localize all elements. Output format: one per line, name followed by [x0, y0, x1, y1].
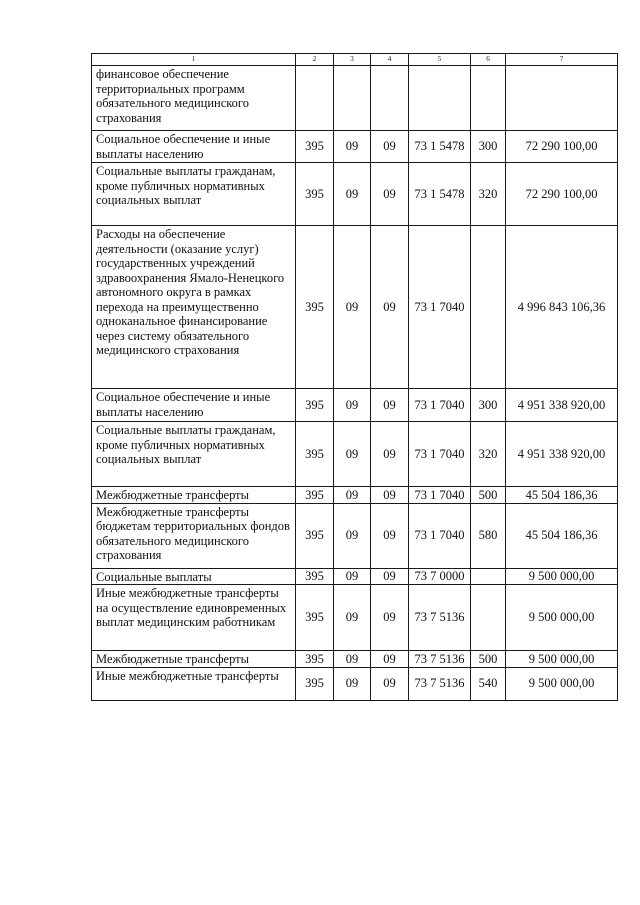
table-row — [92, 568, 618, 585]
cell-subsection: 09 — [371, 503, 409, 568]
column-header-5: 5 — [409, 54, 471, 66]
cell-subsection: 09 — [371, 226, 409, 389]
cell-subsection: 09 — [371, 568, 409, 585]
table-row — [92, 667, 618, 700]
row-name: Социальные выплаты гражданам, кроме публичных нормативных социальных выплат — [92, 163, 296, 226]
cell-subsection: 09 — [371, 163, 409, 226]
cell-amount: 45 504 186,36 — [506, 503, 618, 568]
cell-amount: 72 290 100,00 — [506, 163, 618, 226]
cell-amount: 9 500 000,00 — [506, 651, 618, 668]
table-row — [92, 226, 618, 389]
row-name: Расходы на обеспечение деятельности (оказание услуг) государственных учреждений здравоохранения Ямало-Ненецкого автономного округа в рамках перехода на преимущественно одноканальное финансирование через систему обязательного медицинского страхования — [92, 226, 296, 389]
row-name: Социальное обеспечение и иные выплаты населению — [92, 131, 296, 163]
cell-subsection: 09 — [371, 422, 409, 487]
table-row — [92, 503, 618, 568]
header-row — [92, 54, 618, 66]
cell-code: 395 — [296, 131, 334, 163]
cell-section: 09 — [334, 667, 371, 700]
cell-target-article: 73 7 5136 — [409, 585, 471, 651]
cell-code: 395 — [296, 585, 334, 651]
cell-code: 395 — [296, 568, 334, 585]
row-name: Иные межбюджетные трансферты на осуществление единовременных выплат медицинским работникам — [92, 585, 296, 651]
table-row — [92, 163, 618, 226]
cell-expense-type: 300 — [471, 131, 506, 163]
cell-section: 09 — [334, 651, 371, 668]
cell-expense-type: 320 — [471, 163, 506, 226]
cell-code: 395 — [296, 422, 334, 487]
cell-target-article: 73 7 5136 — [409, 651, 471, 668]
cell-target-article: 73 1 5478 — [409, 131, 471, 163]
cell-expense-type: 500 — [471, 651, 506, 668]
row-name: финансовое обеспечение территориальных программ обязательного медицинского страхования — [92, 66, 296, 131]
cell-expense-type: 300 — [471, 389, 506, 422]
cell-subsection: 09 — [371, 487, 409, 504]
row-name: Социальное обеспечение и иные выплаты населению — [92, 389, 296, 422]
cell-target-article: 73 7 5136 — [409, 667, 471, 700]
cell-code: 395 — [296, 503, 334, 568]
cell-subsection: 09 — [371, 667, 409, 700]
cell-target-article: 73 7 0000 — [409, 568, 471, 585]
table-row — [92, 389, 618, 422]
cell-section: 09 — [334, 487, 371, 504]
cell-code: 395 — [296, 389, 334, 422]
table-row — [92, 66, 618, 131]
cell-expense-type: 500 — [471, 487, 506, 504]
cell-code: 395 — [296, 651, 334, 668]
cell-amount: 9 500 000,00 — [506, 568, 618, 585]
table-row — [92, 131, 618, 163]
cell-section: 09 — [334, 131, 371, 163]
cell-amount: 4 951 338 920,00 — [506, 389, 618, 422]
cell-target-article — [409, 66, 471, 131]
column-header-2: 2 — [296, 54, 334, 66]
cell-target-article: 73 1 7040 — [409, 422, 471, 487]
table-row — [92, 585, 618, 651]
row-name: Межбюджетные трансферты — [92, 651, 296, 668]
row-name: Межбюджетные трансферты — [92, 487, 296, 504]
cell-subsection: 09 — [371, 131, 409, 163]
cell-code: 395 — [296, 487, 334, 504]
cell-amount: 9 500 000,00 — [506, 667, 618, 700]
cell-section: 09 — [334, 163, 371, 226]
row-name: Социальные выплаты гражданам, кроме публичных нормативных социальных выплат — [92, 422, 296, 487]
cell-section: 09 — [334, 568, 371, 585]
cell-subsection: 09 — [371, 585, 409, 651]
column-header-4: 4 — [371, 54, 409, 66]
table-row — [92, 651, 618, 668]
cell-code: 395 — [296, 163, 334, 226]
cell-target-article: 73 1 7040 — [409, 503, 471, 568]
column-header-1: 1 — [92, 54, 296, 66]
table-row — [92, 422, 618, 487]
cell-expense-type: 320 — [471, 422, 506, 487]
cell-subsection — [371, 66, 409, 131]
cell-expense-type — [471, 568, 506, 585]
cell-section — [334, 66, 371, 131]
cell-section: 09 — [334, 389, 371, 422]
cell-code: 395 — [296, 226, 334, 389]
cell-amount: 9 500 000,00 — [506, 585, 618, 651]
table-row — [92, 487, 618, 504]
cell-target-article: 73 1 7040 — [409, 226, 471, 389]
cell-expense-type — [471, 585, 506, 651]
cell-subsection: 09 — [371, 389, 409, 422]
row-name: Иные межбюджетные трансферты — [92, 667, 296, 700]
cell-amount: 4 996 843 106,36 — [506, 226, 618, 389]
cell-amount: 4 951 338 920,00 — [506, 422, 618, 487]
cell-expense-type: 540 — [471, 667, 506, 700]
cell-expense-type: 580 — [471, 503, 506, 568]
cell-section: 09 — [334, 422, 371, 487]
cell-code: 395 — [296, 667, 334, 700]
row-name: Социальные выплаты — [92, 568, 296, 585]
cell-expense-type — [471, 66, 506, 131]
row-name: Межбюджетные трансферты бюджетам территориальных фондов обязательного медицинского страхования — [92, 503, 296, 568]
column-header-7: 7 — [506, 54, 618, 66]
cell-amount: 45 504 186,36 — [506, 487, 618, 504]
budget-table — [91, 53, 618, 701]
cell-section: 09 — [334, 503, 371, 568]
cell-amount: 72 290 100,00 — [506, 131, 618, 163]
column-header-3: 3 — [334, 54, 371, 66]
cell-section: 09 — [334, 226, 371, 389]
cell-expense-type — [471, 226, 506, 389]
cell-target-article: 73 1 7040 — [409, 487, 471, 504]
column-header-6: 6 — [471, 54, 506, 66]
cell-section: 09 — [334, 585, 371, 651]
cell-target-article: 73 1 5478 — [409, 163, 471, 226]
cell-target-article: 73 1 7040 — [409, 389, 471, 422]
cell-subsection: 09 — [371, 651, 409, 668]
cell-code — [296, 66, 334, 131]
cell-amount — [506, 66, 618, 131]
